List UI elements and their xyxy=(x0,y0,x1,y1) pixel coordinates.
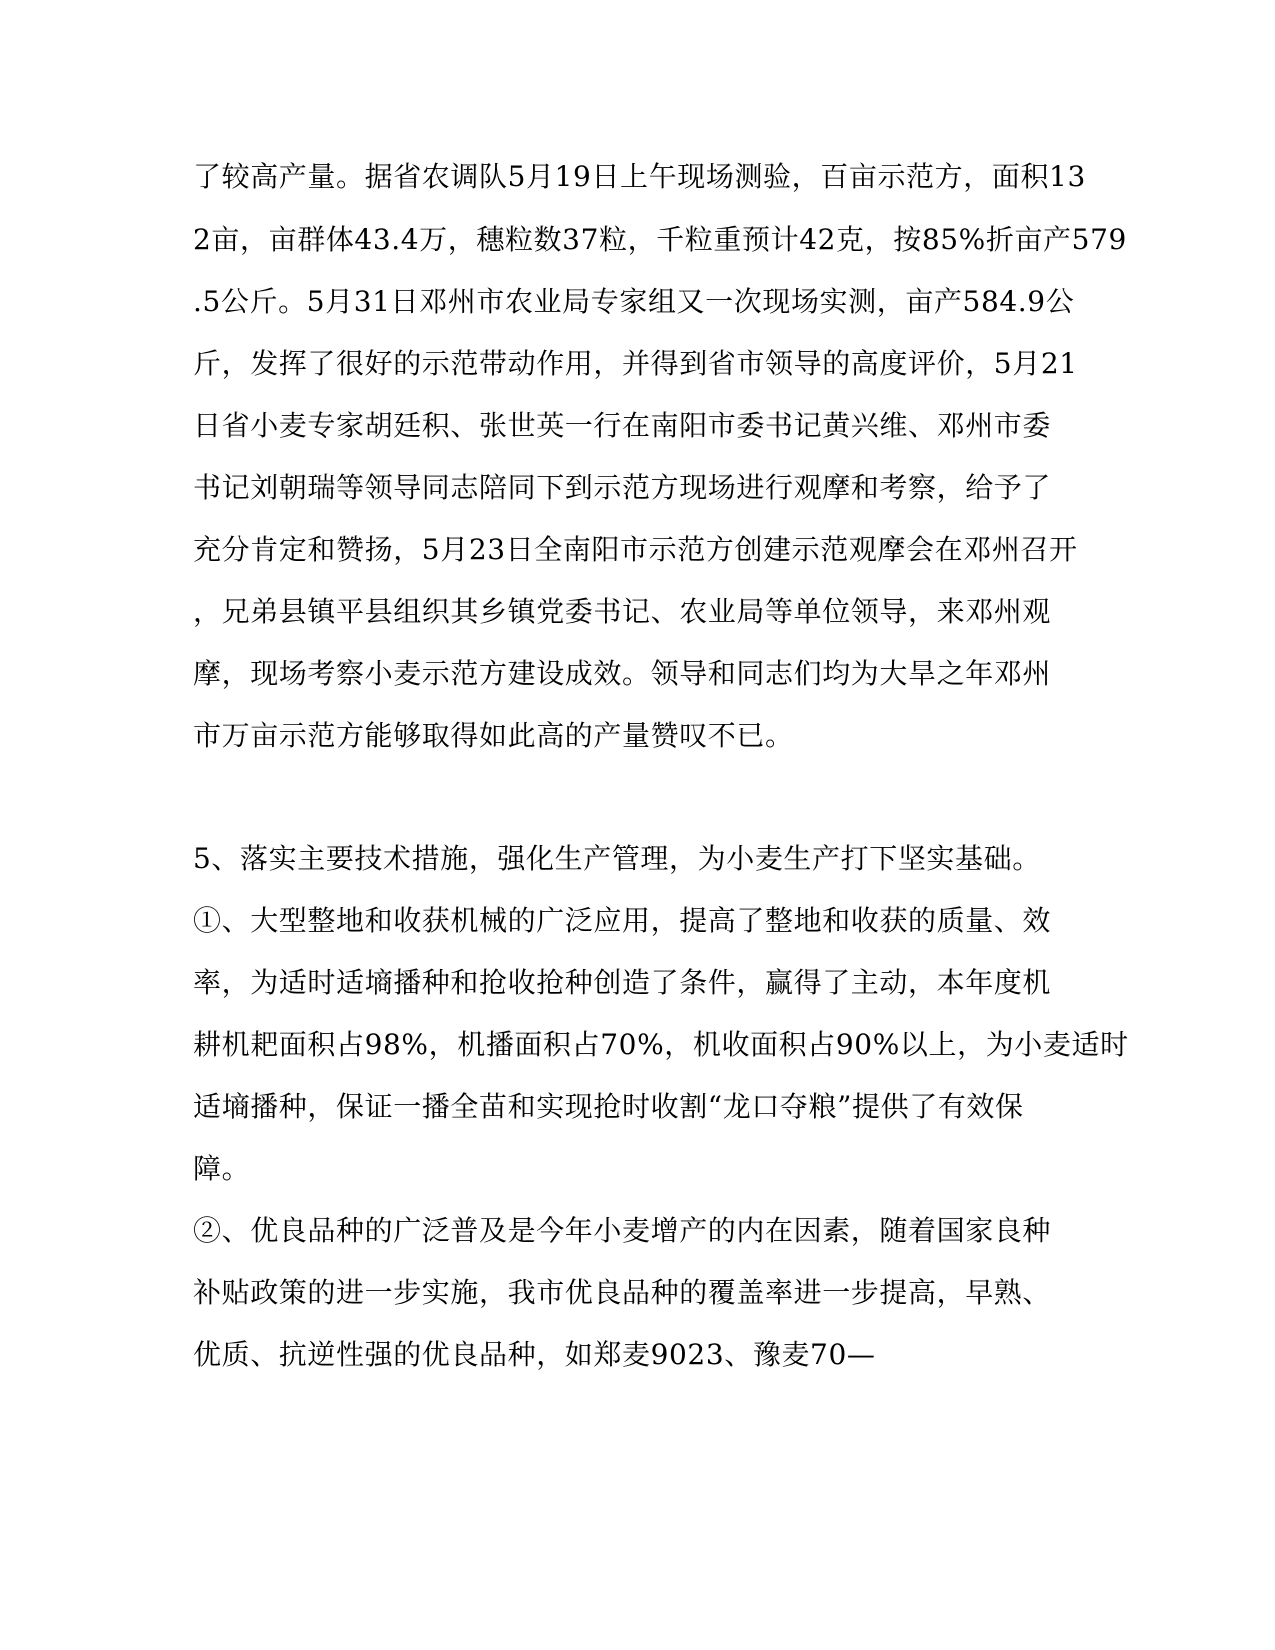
paragraph-line: 斤，发挥了很好的示范带动作用，并得到省市领导的高度评价，5月21 xyxy=(193,347,1078,380)
list-item-line: ①、大型整地和收获机械的广泛应用，提高了整地和收获的质量、效 xyxy=(193,904,1052,937)
paragraph-line: 市万亩示范方能够取得如此高的产量赞叹不已。 xyxy=(193,719,794,752)
paragraph-line: 日省小麦专家胡廷积、张世英一行在南阳市委书记黄兴维、邓州市委 xyxy=(193,409,1052,442)
list-item-line: 适墒播种，保证一播全苗和实现抢时收割“龙口夺粮”提供了有效保 xyxy=(193,1090,1024,1123)
paragraph-line: 充分肯定和赞扬，5月23日全南阳市示范方创建示范观摩会在邓州召开 xyxy=(193,533,1078,566)
list-item-line: 补贴政策的进一步实施，我市优良品种的覆盖率进一步提高，早熟、 xyxy=(193,1276,1052,1309)
paragraph-line: 书记刘朝瑞等领导同志陪同下到示范方现场进行观摩和考察，给予了 xyxy=(193,471,1052,504)
section-heading: 5、落实主要技术措施，强化生产管理，为小麦生产打下坚实基础。 xyxy=(193,842,1041,875)
paragraph-line: 摩，现场考察小麦示范方建设成效。领导和同志们均为大旱之年邓州 xyxy=(193,657,1052,690)
list-item-line: 率，为适时适墒播种和抢收抢种创造了条件，赢得了主动，本年度机 xyxy=(193,966,1052,999)
paragraph-line: 了较高产量。据省农调队5月19日上午现场测验，百亩示范方，面积13 xyxy=(193,160,1086,193)
list-item-line: ②、优良品种的广泛普及是今年小麦增产的内在因素，随着国家良种 xyxy=(193,1214,1052,1247)
paragraph-line: .5公斤。5月31日邓州市农业局专家组又一次现场实测，亩产584.9公 xyxy=(193,285,1075,318)
list-item-line: 障。 xyxy=(193,1152,251,1185)
list-item-line: 耕机耙面积占98%，机播面积占70%，机收面积占90%以上，为小麦适时 xyxy=(193,1028,1129,1061)
paragraph-line: 2亩，亩群体43.4万，穗粒数37粒，千粒重预计42克，按85%折亩产579 xyxy=(193,223,1127,256)
list-item-line: 优质、抗逆性强的优良品种，如郑麦9023、豫麦70— xyxy=(193,1338,876,1371)
paragraph-line: ，兄弟县镇平县组织其乡镇党委书记、农业局等单位领导，来邓州观 xyxy=(193,595,1052,628)
